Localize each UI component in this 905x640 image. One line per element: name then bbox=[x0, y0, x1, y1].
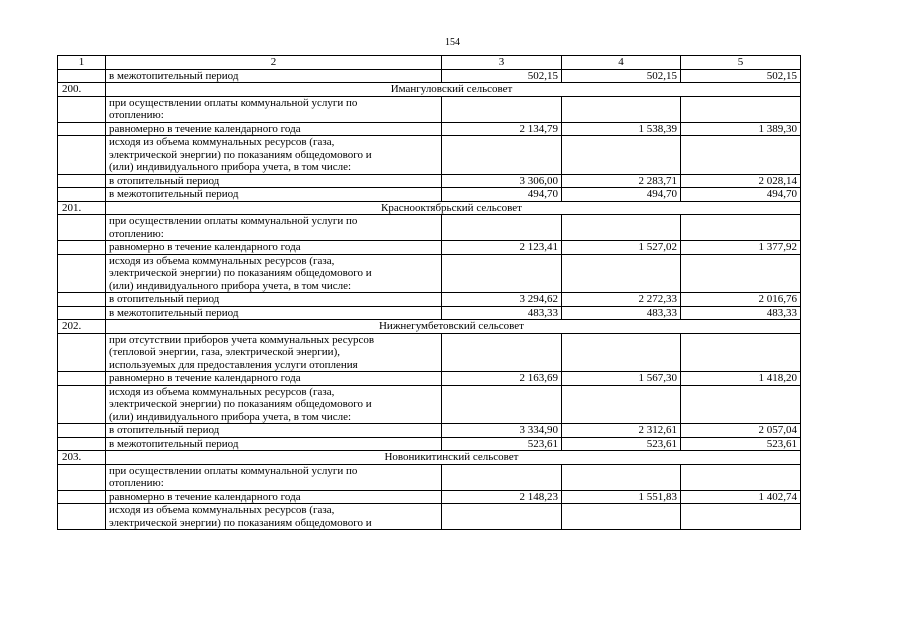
value-cell: 1 567,30 bbox=[562, 372, 681, 386]
value-cell bbox=[562, 504, 681, 530]
table-row bbox=[58, 96, 801, 122]
column-header: 2 bbox=[106, 56, 442, 70]
index-cell bbox=[58, 136, 106, 175]
section-title: Новоникитинский сельсовет bbox=[106, 451, 801, 465]
label-line: исходя из объема коммунальных ресурсов (газа, bbox=[109, 504, 335, 516]
value-cell: 523,61 bbox=[442, 437, 562, 451]
label-line: используемых для предоставления услуги отопления bbox=[109, 358, 358, 371]
value-cell: 502,15 bbox=[681, 69, 801, 83]
label-line: исходя из объема коммунальных ресурсов (газа, bbox=[109, 254, 335, 267]
value-cell bbox=[562, 464, 681, 490]
label-cell: в межотопительный период bbox=[106, 437, 442, 451]
section-row bbox=[58, 451, 801, 465]
label-line: при осуществлении оплаты коммунальной услуги по bbox=[109, 464, 358, 477]
value-cell: 494,70 bbox=[442, 188, 562, 202]
label-line: (или) индивидуального прибора учета, в том числе: bbox=[109, 410, 352, 423]
value-cell: 2 312,61 bbox=[562, 424, 681, 438]
value-cell bbox=[681, 385, 801, 424]
value-cell: 1 377,92 bbox=[681, 241, 801, 255]
value-cell bbox=[681, 215, 801, 241]
table-row bbox=[58, 424, 801, 438]
page-number: 154 bbox=[445, 37, 460, 48]
value-cell bbox=[442, 504, 562, 530]
table-header-row bbox=[58, 56, 801, 70]
index-cell bbox=[58, 490, 106, 504]
table-row bbox=[58, 254, 801, 293]
value-cell: 494,70 bbox=[681, 188, 801, 202]
label-cell bbox=[106, 96, 442, 122]
section-row bbox=[58, 320, 801, 334]
value-cell: 1 551,83 bbox=[562, 490, 681, 504]
value-cell bbox=[681, 464, 801, 490]
section-index: 200. bbox=[58, 83, 106, 97]
label-line: электрической энергии) по показаниям общедомового и bbox=[109, 516, 372, 529]
value-cell: 502,15 bbox=[562, 69, 681, 83]
value-cell: 1 418,20 bbox=[681, 372, 801, 386]
section-index: 202. bbox=[58, 320, 106, 334]
value-cell bbox=[681, 136, 801, 175]
value-cell bbox=[562, 254, 681, 293]
value-cell: 1 389,30 bbox=[681, 122, 801, 136]
section-row bbox=[58, 201, 801, 215]
label-cell: в межотопительный период bbox=[106, 69, 442, 83]
label-cell: в отопительный период bbox=[106, 174, 442, 188]
value-cell bbox=[562, 385, 681, 424]
value-cell: 2 016,76 bbox=[681, 293, 801, 307]
label-cell bbox=[106, 464, 442, 490]
index-cell bbox=[58, 504, 106, 530]
tariff-table bbox=[57, 55, 801, 530]
value-cell: 483,33 bbox=[681, 306, 801, 320]
table-row bbox=[58, 464, 801, 490]
column-header: 5 bbox=[681, 56, 801, 70]
value-cell: 523,61 bbox=[681, 437, 801, 451]
label-cell bbox=[106, 254, 442, 293]
index-cell bbox=[58, 385, 106, 424]
value-cell bbox=[442, 385, 562, 424]
section-row bbox=[58, 83, 801, 97]
label-line: электрической энергии) по показаниям общедомового и bbox=[109, 267, 372, 279]
value-cell bbox=[442, 333, 562, 372]
table-row bbox=[58, 174, 801, 188]
label-cell: равномерно в течение календарного года bbox=[106, 241, 442, 255]
label-line: (или) индивидуального прибора учета, в том числе: bbox=[109, 161, 352, 173]
value-cell: 2 283,71 bbox=[562, 174, 681, 188]
label-cell: в межотопительный период bbox=[106, 306, 442, 320]
value-cell bbox=[442, 254, 562, 293]
table-row bbox=[58, 188, 801, 202]
index-cell bbox=[58, 293, 106, 307]
label-line: отоплению: bbox=[109, 227, 164, 240]
label-line: электрической энергии) по показаниям общедомового и bbox=[109, 398, 372, 410]
label-line: при осуществлении оплаты коммунальной услуги по bbox=[109, 215, 358, 227]
label-line: при отсутствии приборов учета коммунальных ресурсов bbox=[109, 333, 375, 346]
value-cell bbox=[562, 96, 681, 122]
table-row bbox=[58, 385, 801, 424]
value-cell: 1 402,74 bbox=[681, 490, 801, 504]
value-cell bbox=[562, 136, 681, 175]
value-cell: 1 538,39 bbox=[562, 122, 681, 136]
value-cell: 2 272,33 bbox=[562, 293, 681, 307]
value-cell bbox=[562, 333, 681, 372]
index-cell bbox=[58, 333, 106, 372]
value-cell: 2 134,79 bbox=[442, 122, 562, 136]
label-cell bbox=[106, 504, 442, 530]
label-line: исходя из объема коммунальных ресурсов (газа, bbox=[109, 385, 335, 398]
value-cell bbox=[681, 96, 801, 122]
label-line: (тепловой энергии, газа, электрической энергии), bbox=[109, 346, 340, 358]
value-cell: 494,70 bbox=[562, 188, 681, 202]
value-cell: 523,61 bbox=[562, 437, 681, 451]
value-cell: 2 028,14 bbox=[681, 174, 801, 188]
index-cell bbox=[58, 372, 106, 386]
value-cell: 483,33 bbox=[562, 306, 681, 320]
value-cell: 483,33 bbox=[442, 306, 562, 320]
section-index: 201. bbox=[58, 201, 106, 215]
index-cell bbox=[58, 306, 106, 320]
index-cell bbox=[58, 437, 106, 451]
value-cell: 3 334,90 bbox=[442, 424, 562, 438]
index-cell bbox=[58, 464, 106, 490]
column-header: 1 bbox=[58, 56, 106, 70]
index-cell bbox=[58, 174, 106, 188]
value-cell bbox=[681, 254, 801, 293]
label-cell bbox=[106, 333, 442, 372]
label-cell: в межотопительный период bbox=[106, 188, 442, 202]
table-row bbox=[58, 490, 801, 504]
label-cell: равномерно в течение календарного года bbox=[106, 490, 442, 504]
index-cell bbox=[58, 188, 106, 202]
label-line: (или) индивидуального прибора учета, в том числе: bbox=[109, 279, 352, 292]
label-line: при осуществлении оплаты коммунальной услуги по bbox=[109, 96, 358, 109]
index-cell bbox=[58, 215, 106, 241]
value-cell bbox=[442, 96, 562, 122]
value-cell: 1 527,02 bbox=[562, 241, 681, 255]
index-cell bbox=[58, 69, 106, 83]
index-cell bbox=[58, 254, 106, 293]
index-cell bbox=[58, 241, 106, 255]
value-cell bbox=[681, 504, 801, 530]
table-row bbox=[58, 215, 801, 241]
value-cell: 2 163,69 bbox=[442, 372, 562, 386]
value-cell bbox=[442, 464, 562, 490]
value-cell bbox=[681, 333, 801, 372]
table-row bbox=[58, 372, 801, 386]
label-cell: равномерно в течение календарного года bbox=[106, 372, 442, 386]
value-cell bbox=[562, 215, 681, 241]
label-line: отоплению: bbox=[109, 109, 164, 121]
value-cell: 3 306,00 bbox=[442, 174, 562, 188]
index-cell bbox=[58, 122, 106, 136]
label-line: электрической энергии) по показаниям общедомового и bbox=[109, 148, 372, 161]
table-row bbox=[58, 437, 801, 451]
value-cell bbox=[442, 215, 562, 241]
section-index: 203. bbox=[58, 451, 106, 465]
label-line: отоплению: bbox=[109, 477, 164, 489]
table-row bbox=[58, 241, 801, 255]
section-title: Краснооктябрьский сельсовет bbox=[106, 201, 801, 215]
label-cell: в отопительный период bbox=[106, 293, 442, 307]
label-cell: в отопительный период bbox=[106, 424, 442, 438]
value-cell: 2 057,04 bbox=[681, 424, 801, 438]
label-line: исходя из объема коммунальных ресурсов (газа, bbox=[109, 136, 335, 148]
value-cell: 2 123,41 bbox=[442, 241, 562, 255]
table-row bbox=[58, 504, 801, 530]
table-row bbox=[58, 122, 801, 136]
index-cell bbox=[58, 96, 106, 122]
table-row bbox=[58, 333, 801, 372]
column-header: 3 bbox=[442, 56, 562, 70]
label-cell bbox=[106, 385, 442, 424]
label-cell bbox=[106, 215, 442, 241]
table-row bbox=[58, 136, 801, 175]
section-title: Нижнегумбетовский сельсовет bbox=[106, 320, 801, 334]
table-row bbox=[58, 306, 801, 320]
table-row bbox=[58, 293, 801, 307]
section-title: Имангуловский сельсовет bbox=[106, 83, 801, 97]
value-cell: 2 148,23 bbox=[442, 490, 562, 504]
table-row bbox=[58, 69, 801, 83]
value-cell: 3 294,62 bbox=[442, 293, 562, 307]
value-cell bbox=[442, 136, 562, 175]
index-cell bbox=[58, 424, 106, 438]
label-cell: равномерно в течение календарного года bbox=[106, 122, 442, 136]
label-cell bbox=[106, 136, 442, 175]
value-cell: 502,15 bbox=[442, 69, 562, 83]
column-header: 4 bbox=[562, 56, 681, 70]
